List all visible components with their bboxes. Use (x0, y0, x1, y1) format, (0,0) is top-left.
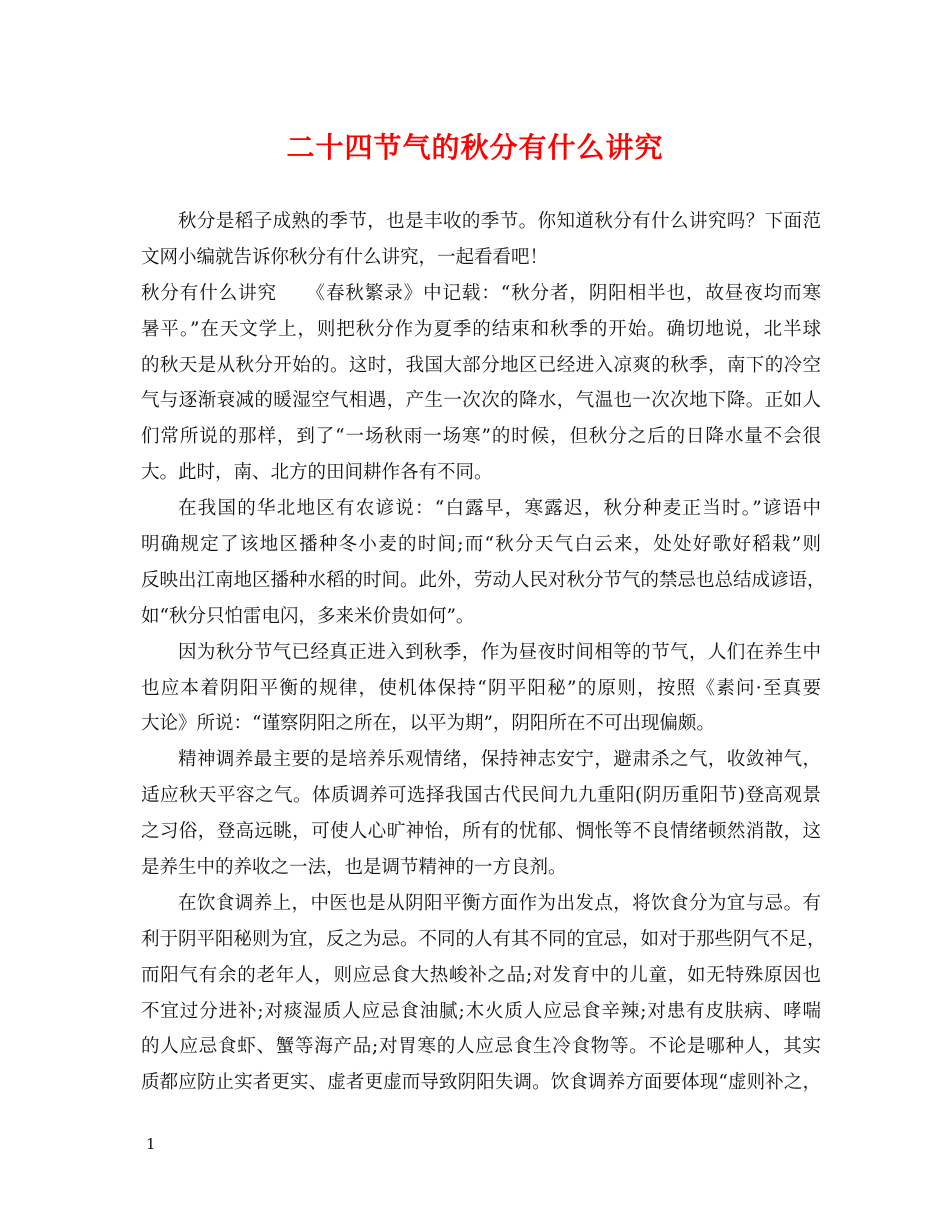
page-number: 1 (146, 1135, 156, 1153)
text-line: 大。此时，南、北方的田间耕作各有不同。 (141, 462, 493, 484)
text-line: 秋分有什么讲究 《春秋繁录》中记载：“秋分者，阴阳相半也，故昼夜均而寒 (141, 282, 821, 304)
text-line: 因为秋分节气已经真正进入到秋季，作为昼夜时间相等的节气，人们在养生中 (178, 641, 821, 663)
text-line: 适应秋天平容之气。体质调养可选择我国古代民间九九重阳(阴历重阳节)登高观景 (141, 785, 821, 807)
text-line: 暑平。”在天文学上，则把秋分作为夏季的结束和秋季的开始。确切地说，北半球 (141, 318, 821, 340)
text-line: 在我国的华北地区有农谚说：“白露早，寒露迟，秋分种麦正当时。”谚语中 (178, 498, 821, 520)
page-title: 二十四节气的秋分有什么讲究 (286, 131, 664, 164)
text-line: 之习俗，登高远眺，可使人心旷神怡，所有的忧郁、惆怅等不良情绪顿然消散，这 (141, 821, 821, 843)
text-line: 气与逐渐衰减的暖湿空气相遇，产生一次次的降水，气温也一次次地下降。正如人 (141, 390, 821, 412)
text-line: 精神调养最主要的是培养乐观情绪，保持神志安宁，避肃杀之气，收敛神气， (178, 749, 821, 771)
text-line: 的秋天是从秋分开始的。这时，我国大部分地区已经进入凉爽的秋季，南下的冷空 (141, 354, 821, 376)
text-line: 秋分是稻子成熟的季节，也是丰收的季节。你知道秋分有什么讲究吗？下面范 (178, 211, 821, 232)
text-line: 而阳气有余的老年人，则应忌食大热峻补之品;对发育中的儿童，如无特殊原因也 (141, 964, 821, 986)
text-line: 质都应防止实者更实、虚者更虚而导致阴阳失调。饮食调养方面要体现“虚则补之， (141, 1072, 821, 1094)
text-line: 的人应忌食虾、蟹等海产品;对胃寒的人应忌食生冷食物等。不论是哪种人，其实 (141, 1036, 821, 1058)
text-line: 不宜过分进补;对痰湿质人应忌食油腻;木火质人应忌食辛辣;对患有皮肤病、哮喘 (141, 1000, 821, 1022)
text-line: 大论》所说：“谨察阴阳之所在，以平为期”，阴阳所在不可出现偏颇。 (141, 713, 715, 735)
text-line: 文网小编就告诉你秋分有什么讲究，一起看看吧！ (141, 246, 549, 268)
text-line: 也应本着阴阳平衡的规律，使机体保持“阴平阳秘”的原则，按照《素问·至真要 (141, 677, 821, 699)
text-line: 是养生中的养收之一法，也是调节精神的一方良剂。 (141, 857, 567, 879)
text-line: 如“秋分只怕雷电闪，多来米价贵如何”。 (141, 605, 475, 627)
document-body (141, 204, 826, 1101)
text-line: 在饮食调养上，中医也是从阴阳平衡方面作为出发点，将饮食分为宜与忌。有 (178, 892, 821, 914)
text-line: 明确规定了该地区播种冬小麦的时间;而“秋分天气白云来，处处好歌好稻栽”则 (141, 534, 821, 556)
text-line: 反映出江南地区播种水稻的时间。此外，劳动人民对秋分节气的禁忌也总结成谚语， (141, 569, 826, 591)
text-line: 利于阴平阳秘则为宜，反之为忌。不同的人有其不同的宜忌，如对于那些阴气不足， (141, 928, 826, 950)
text-line: 们常所说的那样，到了“一场秋雨一场寒”的时候，但秋分之后的日降水量不会很 (141, 426, 821, 448)
